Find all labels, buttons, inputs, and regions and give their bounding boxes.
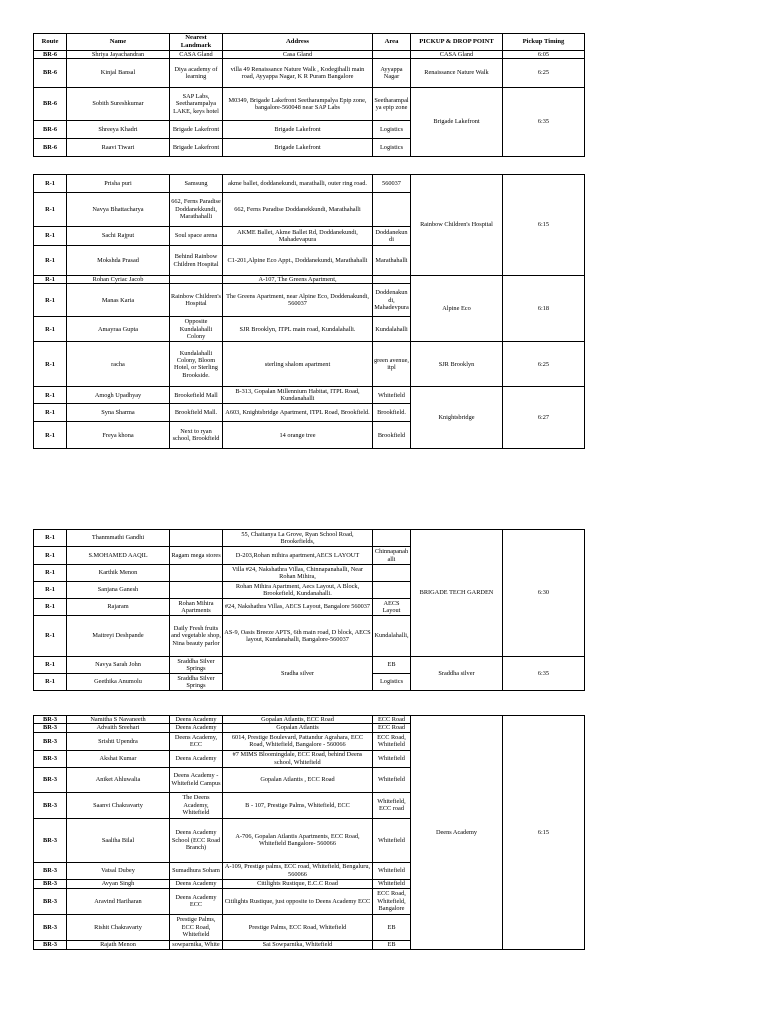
- route-cell: R-1: [34, 404, 67, 422]
- address-cell: A603, Knightsbridge Apartment, ITPL Road, Brookfield.: [223, 404, 373, 422]
- route-cell: BR-3: [34, 940, 67, 949]
- name-cell: Raavi Tiwari: [67, 138, 170, 156]
- address-cell: AS-9, Oasis Breeze APTS, 6th main road, D block, AECS layout, Kundanahalli, Bangalore-560037: [223, 616, 373, 657]
- header-point: PICKUP & DROP POINT: [411, 34, 503, 51]
- route-cell: BR-3: [34, 732, 67, 750]
- address-cell: 6014, Prestige Boulevard, Pattandur Agrahara, ECC Road, Whitefield, Bangalore - 560066: [223, 732, 373, 750]
- address-cell: 14 orange tree: [223, 422, 373, 449]
- route-cell: BR-3: [34, 879, 67, 888]
- point-cell: Renaissance Nature Walk: [411, 58, 503, 87]
- name-cell: Freya khona: [67, 422, 170, 449]
- area-cell: Marathahalli: [373, 246, 411, 276]
- route-cell: BR-6: [34, 138, 67, 156]
- address-cell: A-706, Gopalan Atlantis Apartments, ECC Road, Whitefield Bangalore- 560066: [223, 818, 373, 862]
- address-cell: Gopalan Atlantis: [223, 724, 373, 732]
- route-cell: R-1: [34, 530, 67, 547]
- timing-cell: 6:30: [503, 530, 585, 657]
- name-cell: Rajaram: [67, 599, 170, 616]
- table-row: [34, 50, 585, 58]
- landmark-cell: Daily Fresh fruits and vegetable shop, Nina beauty parlor: [170, 616, 223, 657]
- point-cell: Knightsbridge: [411, 387, 503, 449]
- address-cell: Gopalan Atlantis , ECC Road: [223, 767, 373, 792]
- route-cell: R-1: [34, 276, 67, 284]
- route-cell: R-1: [34, 674, 67, 691]
- route-cell: BR-3: [34, 914, 67, 940]
- table-row: [34, 175, 585, 193]
- timing-cell: 6:35: [503, 657, 585, 691]
- landmark-cell: sowparnika, White: [170, 940, 223, 949]
- table-row: [34, 342, 585, 387]
- landmark-cell: Deens Academy ECC: [170, 888, 223, 914]
- area-cell: Whitefield: [373, 818, 411, 862]
- area-cell: Whitefield: [373, 387, 411, 404]
- address-cell: AKME Ballet, Akme Ballet Rd, Doddanekundi, Mahadevapura: [223, 227, 373, 246]
- name-cell: Mokshda Prasad: [67, 246, 170, 276]
- landmark-cell: Sumadhura Soham: [170, 862, 223, 879]
- table-row: [34, 387, 585, 404]
- route-cell: R-1: [34, 227, 67, 246]
- name-cell: Srishti Upendra: [67, 732, 170, 750]
- name-cell: Shriya Jayachandran: [67, 50, 170, 58]
- landmark-cell: [170, 582, 223, 599]
- name-cell: Geethika Anumolu: [67, 674, 170, 691]
- header-address: Address: [223, 34, 373, 51]
- landmark-cell: Brigade Lakefront: [170, 120, 223, 138]
- point-cell: Brigade Lakefront: [411, 87, 503, 156]
- point-cell: Rainbow Children's Hospital: [411, 175, 503, 276]
- address-cell: Villa #24, Nakshathra Villas, Chinnapanahalli, Near Rohan Mihira,: [223, 565, 373, 582]
- landmark-cell: Ragam mega stores: [170, 547, 223, 565]
- timing-cell: 6:25: [503, 342, 585, 387]
- route-cell: BR-3: [34, 888, 67, 914]
- address-cell: The Greens Apartment, near Alpine Eco, Doddenakundi, 560037: [223, 284, 373, 317]
- address-cell: C1-201,Alpine Eco Appt., Doddanekundi, Marathahalli: [223, 246, 373, 276]
- area-cell: [373, 530, 411, 547]
- address-cell: Brigade Lakefront: [223, 120, 373, 138]
- address-cell: Rohan Mihira Apartment, Aecs Layout, A Block, Brookefield, Kundanahalli.: [223, 582, 373, 599]
- address-cell: #24, Nakshathra Villas, AECS Layout, Bangalore 560037: [223, 599, 373, 616]
- landmark-cell: Diya academy of learning: [170, 58, 223, 87]
- landmark-cell: Kundalahalli Colony, Bloom Hotel, or Sterling Brookside.: [170, 342, 223, 387]
- landmark-cell: SAP Labs, Seetharampalya LAKE, keys hotel: [170, 87, 223, 120]
- area-cell: Whitefield: [373, 750, 411, 767]
- landmark-cell: Deens Academy: [170, 750, 223, 767]
- name-cell: S.MOHAMED AAQIL: [67, 547, 170, 565]
- landmark-cell: Brigade Lakefront: [170, 138, 223, 156]
- landmark-cell: Next to ryan school, Brookfield: [170, 422, 223, 449]
- address-cell: Citilights Rustique, just opposite to Deens Academy ECC: [223, 888, 373, 914]
- area-cell: EB: [373, 657, 411, 674]
- name-cell: Namitha S Navaneeth: [67, 716, 170, 724]
- name-cell: Saanvi Chakravarty: [67, 792, 170, 818]
- name-cell: Karthik Menon: [67, 565, 170, 582]
- area-cell: Whitefield: [373, 767, 411, 792]
- landmark-cell: Deens Academy - Whitefield Campus: [170, 767, 223, 792]
- timing-cell: 6:15: [503, 175, 585, 276]
- landmark-cell: Rohan Mihira Apartments: [170, 599, 223, 616]
- table-row: [34, 58, 585, 87]
- route-cell: R-1: [34, 317, 67, 342]
- name-cell: Avyan Singh: [67, 879, 170, 888]
- area-cell: ECC Road: [373, 716, 411, 724]
- landmark-cell: Prestige Palms, ECC Road, Whitefield: [170, 914, 223, 940]
- name-cell: Navya Bhattacharya: [67, 193, 170, 227]
- name-cell: Navya Sarah John: [67, 657, 170, 674]
- address-cell: M0349, Brigade Lakefront Seetharampalya Epip zone, bangalore-560048 near SAP Labs: [223, 87, 373, 120]
- address-cell: akme ballet, doddanekundi, marathalli, outer ring road.: [223, 175, 373, 193]
- timing-cell: 6:15: [503, 716, 585, 950]
- address-cell: 55, Chaitanya La Grove, Ryan School Road, Brookefields,: [223, 530, 373, 547]
- area-cell: EB: [373, 940, 411, 949]
- landmark-cell: Sraddha Silver Springs: [170, 674, 223, 691]
- timing-cell: 6:27: [503, 387, 585, 449]
- point-cell: BRIGADE TECH GARDEN: [411, 530, 503, 657]
- area-cell: green avenue, itpl: [373, 342, 411, 387]
- address-cell: Prestige Palms, ECC Road, Whitefield: [223, 914, 373, 940]
- area-cell: 560037: [373, 175, 411, 193]
- header-area: Area: [373, 34, 411, 51]
- name-cell: Prisha puri: [67, 175, 170, 193]
- area-cell: Chinnapanahalli: [373, 547, 411, 565]
- route-cell: BR-3: [34, 767, 67, 792]
- area-cell: Whitefield: [373, 879, 411, 888]
- route-cell: BR-3: [34, 792, 67, 818]
- area-cell: Doddanekundi: [373, 227, 411, 246]
- header-timing: Pickup Timing: [503, 34, 585, 51]
- timing-cell: 6:35: [503, 87, 585, 156]
- route-cell: BR-3: [34, 818, 67, 862]
- table-row: [34, 530, 585, 547]
- address-cell: Sradha silver: [223, 657, 373, 691]
- route-cell: R-1: [34, 599, 67, 616]
- address-cell: Casa Gland: [223, 50, 373, 58]
- area-cell: Doddenakundi, Mahadevpura: [373, 284, 411, 317]
- point-cell: Alpine Eco: [411, 276, 503, 342]
- landmark-cell: [170, 276, 223, 284]
- landmark-cell: Deens Academy: [170, 716, 223, 724]
- name-cell: Amogh Upadhyay: [67, 387, 170, 404]
- name-cell: Akshat Kumar: [67, 750, 170, 767]
- route-cell: R-1: [34, 284, 67, 317]
- area-cell: Kundalahalli,: [373, 616, 411, 657]
- name-cell: Sachi Rajput: [67, 227, 170, 246]
- area-cell: [373, 193, 411, 227]
- address-cell: A-109, Prestige palms, ECC road, Whitefield, Bengaluru, 560066: [223, 862, 373, 879]
- name-cell: Sobith Sureshkumar: [67, 87, 170, 120]
- route-cell: BR-6: [34, 87, 67, 120]
- name-cell: Kinjal Bansal: [67, 58, 170, 87]
- name-cell: Rishit Chakravarty: [67, 914, 170, 940]
- route-cell: BR-3: [34, 862, 67, 879]
- name-cell: Syna Sharma: [67, 404, 170, 422]
- address-cell: B-313, Gopalan Millennium Habitat, ITPL Road, Kundanahalli: [223, 387, 373, 404]
- route-table-br6: [33, 33, 585, 157]
- area-cell: Kundalahalli: [373, 317, 411, 342]
- name-cell: Manas Karia: [67, 284, 170, 317]
- address-cell: B - 107, Prestige Palms, Whitefield, ECC: [223, 792, 373, 818]
- route-cell: R-1: [34, 657, 67, 674]
- landmark-cell: [170, 565, 223, 582]
- name-cell: Rajath Menon: [67, 940, 170, 949]
- name-cell: Thanmmathi Gandhi: [67, 530, 170, 547]
- area-cell: [373, 50, 411, 58]
- route-cell: BR-6: [34, 58, 67, 87]
- name-cell: Maitreyi Deshpande: [67, 616, 170, 657]
- route-table-r1-a: [33, 174, 585, 449]
- route-cell: BR-6: [34, 120, 67, 138]
- landmark-cell: Opposite Kundalahalli Colony: [170, 317, 223, 342]
- address-cell: D-203,Rohan mihira apartment,AECS LAYOUT: [223, 547, 373, 565]
- route-table-r1-b: [33, 529, 585, 691]
- table-row: [34, 716, 585, 724]
- timing-cell: 6:18: [503, 276, 585, 342]
- address-cell: Citilights Rustique, E.C.C Road: [223, 879, 373, 888]
- landmark-cell: Sraddha Silver Springs: [170, 657, 223, 674]
- landmark-cell: Behind Rainbow Children Hospital: [170, 246, 223, 276]
- route-cell: R-1: [34, 193, 67, 227]
- timing-cell: 6:05: [503, 50, 585, 58]
- name-cell: Sanjana Ganesh: [67, 582, 170, 599]
- header-route: Route: [34, 34, 67, 51]
- landmark-cell: Deens Academy, ECC: [170, 732, 223, 750]
- name-cell: Aniket Ahluwalia: [67, 767, 170, 792]
- point-cell: Sraddha silver: [411, 657, 503, 691]
- point-cell: CASA Gland: [411, 50, 503, 58]
- landmark-cell: Samsung: [170, 175, 223, 193]
- landmark-cell: CASA Gland: [170, 50, 223, 58]
- landmark-cell: Deens Academy: [170, 724, 223, 732]
- area-cell: AECS Layout: [373, 599, 411, 616]
- landmark-cell: Brookfield Mall.: [170, 404, 223, 422]
- route-table-br3: [33, 715, 585, 950]
- name-cell: Aravind Hariharan: [67, 888, 170, 914]
- landmark-cell: Brookefield Mall: [170, 387, 223, 404]
- area-cell: [373, 582, 411, 599]
- point-cell: Deens Academy: [411, 716, 503, 950]
- landmark-cell: Deens Academy School (ECC Road Branch): [170, 818, 223, 862]
- route-cell: BR-3: [34, 724, 67, 732]
- landmark-cell: Deens Academy: [170, 879, 223, 888]
- name-cell: Advaith Sreehari: [67, 724, 170, 732]
- timing-cell: 6:25: [503, 58, 585, 87]
- area-cell: Seetharampalya epip zone: [373, 87, 411, 120]
- address-cell: A-107, The Greens Apartment,: [223, 276, 373, 284]
- address-cell: villa 49 Renaissance Nature Walk , Kodegihalli main road, Ayyappa Nagar, K R Puram Bangalore: [223, 58, 373, 87]
- landmark-cell: Soul space arena: [170, 227, 223, 246]
- area-cell: EB: [373, 914, 411, 940]
- address-cell: Sai Sowparnika, Whitefield: [223, 940, 373, 949]
- landmark-cell: Rainbow Children's Hospital: [170, 284, 223, 317]
- area-cell: Logistics: [373, 120, 411, 138]
- area-cell: [373, 565, 411, 582]
- address-cell: 662, Ferns Paradise Doddanekkundi, Marathahalli: [223, 193, 373, 227]
- name-cell: Rohan Cyriac Jacob: [67, 276, 170, 284]
- address-cell: #7 MIMS Bloomingdale, ECC Road, behind Deens school, Whitefield: [223, 750, 373, 767]
- name-cell: Amayraa Gupta: [67, 317, 170, 342]
- name-cell: Shreeya Khadri: [67, 120, 170, 138]
- route-cell: R-1: [34, 547, 67, 565]
- route-cell: R-1: [34, 616, 67, 657]
- header-landmark: Nearest Landmark: [170, 34, 223, 51]
- route-cell: R-1: [34, 387, 67, 404]
- route-cell: BR-3: [34, 750, 67, 767]
- route-cell: R-1: [34, 565, 67, 582]
- name-cell: Saaliha Bilal: [67, 818, 170, 862]
- landmark-cell: [170, 530, 223, 547]
- landmark-cell: The Deens Academy, Whitefield: [170, 792, 223, 818]
- area-cell: Whitefield, ECC road: [373, 792, 411, 818]
- route-cell: BR-3: [34, 716, 67, 724]
- route-cell: R-1: [34, 582, 67, 599]
- table-row: [34, 657, 585, 674]
- route-cell: R-1: [34, 422, 67, 449]
- name-cell: Vatsal Dubey: [67, 862, 170, 879]
- area-cell: Ayyappa Nagar: [373, 58, 411, 87]
- name-cell: racha: [67, 342, 170, 387]
- header-name: Name: [67, 34, 170, 51]
- address-cell: Gopalan Atlantis, ECC Road: [223, 716, 373, 724]
- area-cell: Brookfield: [373, 422, 411, 449]
- area-cell: Whitefield: [373, 862, 411, 879]
- address-cell: Brigade Lakefront: [223, 138, 373, 156]
- landmark-cell: 662, Ferns Paradise Doddanekkundi, Marathahalli: [170, 193, 223, 227]
- table-header-row: [34, 34, 585, 51]
- area-cell: ECC Road, Whitefield: [373, 732, 411, 750]
- table-row: [34, 276, 585, 284]
- area-cell: Logistics: [373, 138, 411, 156]
- area-cell: Logistics: [373, 674, 411, 691]
- route-cell: BR-6: [34, 50, 67, 58]
- area-cell: ECC Road: [373, 724, 411, 732]
- area-cell: [373, 276, 411, 284]
- route-cell: R-1: [34, 342, 67, 387]
- area-cell: ECC Road, Whitefield, Bangalore: [373, 888, 411, 914]
- address-cell: sterling shalom apartment: [223, 342, 373, 387]
- address-cell: SJR Brooklyn, ITPL main road, Kundalahalli.: [223, 317, 373, 342]
- area-cell: Brookfield.: [373, 404, 411, 422]
- table-row: [34, 87, 585, 120]
- route-cell: R-1: [34, 246, 67, 276]
- route-cell: R-1: [34, 175, 67, 193]
- point-cell: SJR Brooklyn: [411, 342, 503, 387]
